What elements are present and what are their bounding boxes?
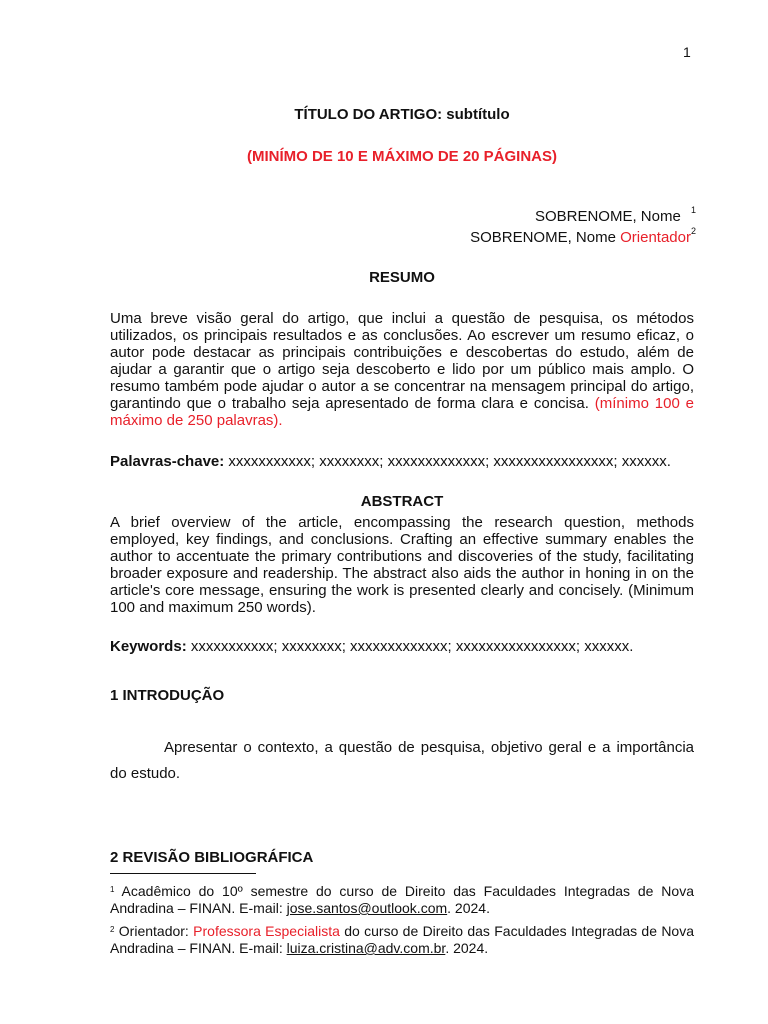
author-line-1 <box>534 205 696 225</box>
author-role: Orientador <box>620 229 691 246</box>
resumo-word-limit: (mínimo 100 e máximo de 250 palavras). <box>110 395 695 429</box>
resumo-paragraph <box>110 310 694 429</box>
footnote-separator <box>110 873 256 874</box>
page-number: 1 <box>683 44 691 60</box>
footnote-text: Acadêmico do 10º semestre do curso de Direito das Faculdades Integradas de Nova Andradina – FINAN. E-mail: <box>110 883 694 916</box>
footnote-text-end: . 2024. <box>445 940 489 956</box>
author-name: SOBRENOME, Nome <box>534 208 681 225</box>
footnote-1 <box>110 883 694 917</box>
footnote-role-highlight: Professora Especialista <box>193 923 340 939</box>
title-subtitle: subtítulo <box>446 106 510 123</box>
resumo-text: Uma breve visão geral do artigo, que inclui a questão de pesquisa, os métodos utilizados, os principais resultados e as conclusões. Ao escrever um resumo eficaz, o autor pode destacar as principais contribuições e descobertas do estudo, além de ajudar a garantir que o artigo seja descoberto e lido por um público mais amplo. O resumo também pode ajudar o autor a se concentrar na mensagem principal do artigo, garantindo que o trabalho seja apresentado de forma clara e concisa. <box>110 310 694 412</box>
article-title <box>0 106 768 123</box>
title-main: TÍTULO DO ARTIGO: <box>294 106 443 123</box>
footnote-2 <box>110 923 694 957</box>
keywords-label: Keywords: <box>110 638 187 655</box>
footnote-mark: 1 <box>110 885 115 894</box>
abstract-heading: ABSTRACT <box>360 493 444 510</box>
section-heading-revisao: 2 REVISÃO BIBLIOGRÁFICA <box>110 849 314 866</box>
footnote-mark: 2 <box>110 925 115 934</box>
footnote-text: Orientador: <box>118 923 189 939</box>
author-name: SOBRENOME, Nome <box>470 229 616 246</box>
section-heading-introducao: 1 INTRODUÇÃO <box>110 687 225 704</box>
palavras-chave-values: xxxxxxxxxxx; xxxxxxxx; xxxxxxxxxxxxx; xxxxxxxxxxxxxxxx; xxxxxx. <box>228 453 671 470</box>
introducao-paragraph: Apresentar o contexto, a questão de pesquisa, objetivo geral e a importância do estudo. <box>110 739 694 782</box>
resumo-heading: RESUMO <box>369 269 435 286</box>
footnote-text-end: . 2024. <box>447 900 490 916</box>
footnote-text-mid: do curso de Direito das Faculdades Integradas de Nova Andradina – FINAN. E-mail: <box>110 923 695 956</box>
footnote-email-link[interactable]: jose.santos@outlook.com <box>286 900 448 916</box>
palavras-chave-label: Palavras-chave: <box>110 453 225 470</box>
palavras-chave <box>110 453 694 470</box>
keywords-values: xxxxxxxxxxx; xxxxxxxx; xxxxxxxxxxxxx; xxxxxxxxxxxxxxxx; xxxxxx. <box>190 638 634 655</box>
page-limit-note: (MINÍMO DE 10 E MÁXIMO DE 20 PÁGINAS) <box>246 148 558 165</box>
keywords <box>110 638 694 655</box>
footnote-mark: 1 <box>690 205 696 215</box>
author-line-2 <box>470 226 696 246</box>
abstract-paragraph: A brief overview of the article, encompassing the research question, methods employed, key findings, and conclusions. Crafting an effective summary enables the author to accentuate the primary contributions and discoveries of the study, facilitating broader exposure and readership. The abstract also aids the author in honing in on the article's core message, ensuring the work is presented clearly and concisely. (Minimum 100 and maximum 250 words). <box>110 514 694 616</box>
footnote-email-link[interactable]: luiza.cristina@adv.com.br <box>286 940 446 956</box>
footnote-mark: 2 <box>690 226 696 236</box>
